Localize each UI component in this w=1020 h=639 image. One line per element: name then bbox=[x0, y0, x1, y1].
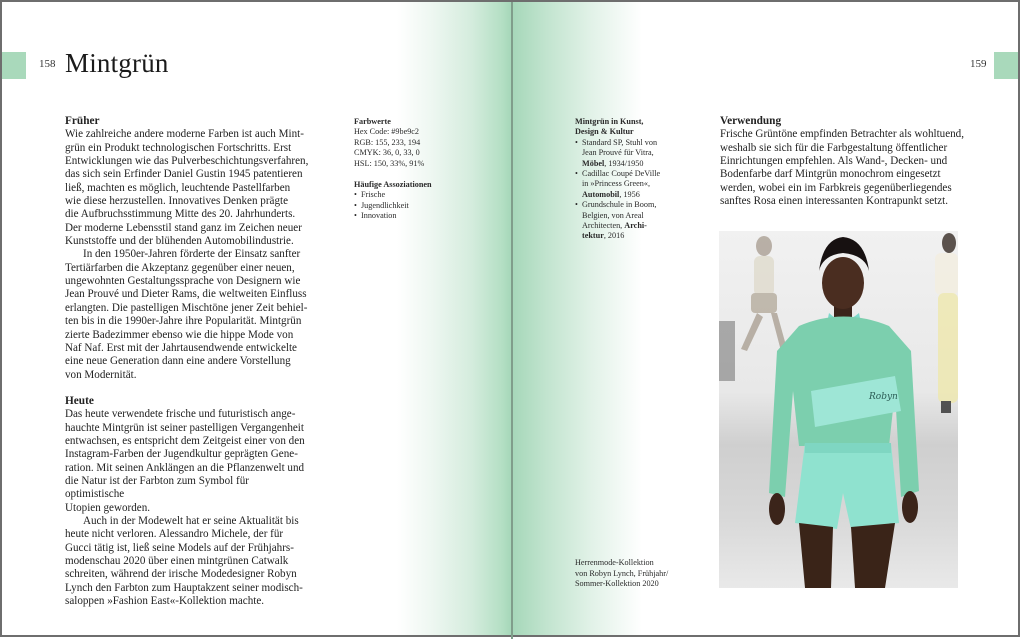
kunst-item: • Grundschule in Boom, Belgien, von Areal Architecten, Archi- tektur, 2016 bbox=[575, 200, 675, 242]
section-heading-frueher: Früher bbox=[65, 115, 100, 127]
chapter-tab-right bbox=[994, 52, 1018, 79]
usage-text-column bbox=[720, 115, 970, 208]
association-item: • Jugendlichkeit bbox=[354, 201, 464, 211]
paragraph-frueher-2: In den 1950er-Jahren förderte der Einsatz sanfter Tertiärfarben die Akzeptanz gegenüber einer neuen, ungewohnten Gestaltungssprache von Designern wie Jean Prouvé und Dieter Rams, die weltweiten Einfluss erlangten. Die pastelligen Mischtöne jener Zeit behiel- ten bis in die 1990er-Jahre ihre Popularität. Mintgrün zierte Badezimmer ebenso wie die hippe Mode von Naf Naf. Erst mit der Jahrtausendwende entwickelte eine neue Generation dann eine andere Vorstellung von Modernität. bbox=[65, 248, 308, 381]
art-design-culture-sidebar bbox=[575, 117, 675, 242]
associations-block bbox=[354, 180, 464, 222]
paragraph-heute-1: Das heute verwendete frische und futuristisch ange- hauchte Mintgrün ist seiner pastelligen Vergangenheit entwachsen, es entspricht dem Zeitgeist einer von den Instagram-Farben der Jugendkultur geprägten Gene- ration. Mit seinen Anklängen an die Pflanzenwelt und die Natur ist der Farbton zum Symbol für optimistische Utopien geworden. bbox=[65, 408, 305, 514]
cmyk-value: CMYK: 36, 0, 33, 0 bbox=[354, 148, 420, 158]
photo-caption: Herrenmode-Kollektion von Robyn Lynch, Frühjahr/ Sommer-Kollektion 2020 bbox=[575, 558, 669, 589]
hex-code: Hex Code: #9be9c2 bbox=[354, 127, 420, 137]
associations-heading: Häufige Assoziationen bbox=[354, 180, 432, 190]
page-title: Mintgrün bbox=[65, 48, 169, 78]
runway-model-illustration bbox=[719, 231, 958, 588]
hsl-value: HSL: 150, 33%, 91% bbox=[354, 158, 425, 168]
chapter-tab-left bbox=[2, 52, 26, 79]
main-text-column bbox=[65, 115, 310, 608]
associations-list bbox=[354, 190, 464, 221]
rgb-value: RGB: 155, 233, 194 bbox=[354, 137, 421, 147]
kunst-heading: Mintgrün in Kunst, Design & Kultur bbox=[575, 117, 644, 137]
association-item: • Frische bbox=[354, 190, 464, 200]
kunst-item: • Cadillac Coupé DeVille in »Princess Green«, Automobil, 1956 bbox=[575, 169, 675, 200]
page-number-left: 158 bbox=[39, 58, 56, 70]
paragraph-verwendung: Frische Grüntöne empfinden Betrachter als wohltuend, weshalb sie sich für die Farbgestaltung öffentlicher Einrichtungen empfehlen. Als Wand-, Decken- und Bodenfarbe darf Mintgrün monochrom eingesetzt werden, wobei ein im Farbkreis gegenüberliegendes sanftes Rosa einen interessanten Kontrapunkt setzt. bbox=[720, 128, 964, 208]
section-heading-heute: Heute bbox=[65, 394, 94, 407]
paragraph-frueher-1: Wie zahlreiche andere moderne Farben ist auch Mint- grün ein Produkt technologischen Fortschritts. Erst Entwicklungen wie das Pulverbeschichtungsverfahren, das sich sein Erfinder Daniel Gustin 1945 patentieren ließ, machten es möglich, leuchtende Pastellfarben wie diese herzustellen. Innovatives Denken prägte die Aufbruchsstimmung Mitte des 20. Jahrhunderts. Der moderne Lebensstil stand ganz im Zeichen neuer Kunststoffe und der blühenden Automobilindustrie. bbox=[65, 128, 309, 248]
gutter-fold bbox=[511, 2, 513, 639]
runway-photo bbox=[719, 231, 958, 588]
paragraph-heute-2: Auch in der Modewelt hat er seine Aktualität bis heute nicht verloren. Alessandro Michele, der für Gucci tätig ist, ließ seine Models auf der Frühjahrs- modenschau 2020 über einen mintgrünen Catwalk schreiten, während der irische Modedesigner Robyn Lynch den Farbton zum Hauptakzent seiner modisch- saloppen »Fashion East«-Kollektion machte. bbox=[65, 514, 303, 608]
kunst-item: • Standard SP, Stuhl von Jean Prouvé für Vitra, Möbel, 1934/1950 bbox=[575, 138, 675, 169]
section-heading-verwendung: Verwendung bbox=[720, 115, 782, 127]
association-item: • Innovation bbox=[354, 211, 464, 221]
color-values-sidebar bbox=[354, 117, 464, 222]
page-number-right: 159 bbox=[970, 58, 987, 70]
kunst-list bbox=[575, 138, 675, 242]
farbwerte-heading: Farbwerte bbox=[354, 117, 391, 126]
svg-text:Robyn: Robyn bbox=[869, 392, 898, 402]
